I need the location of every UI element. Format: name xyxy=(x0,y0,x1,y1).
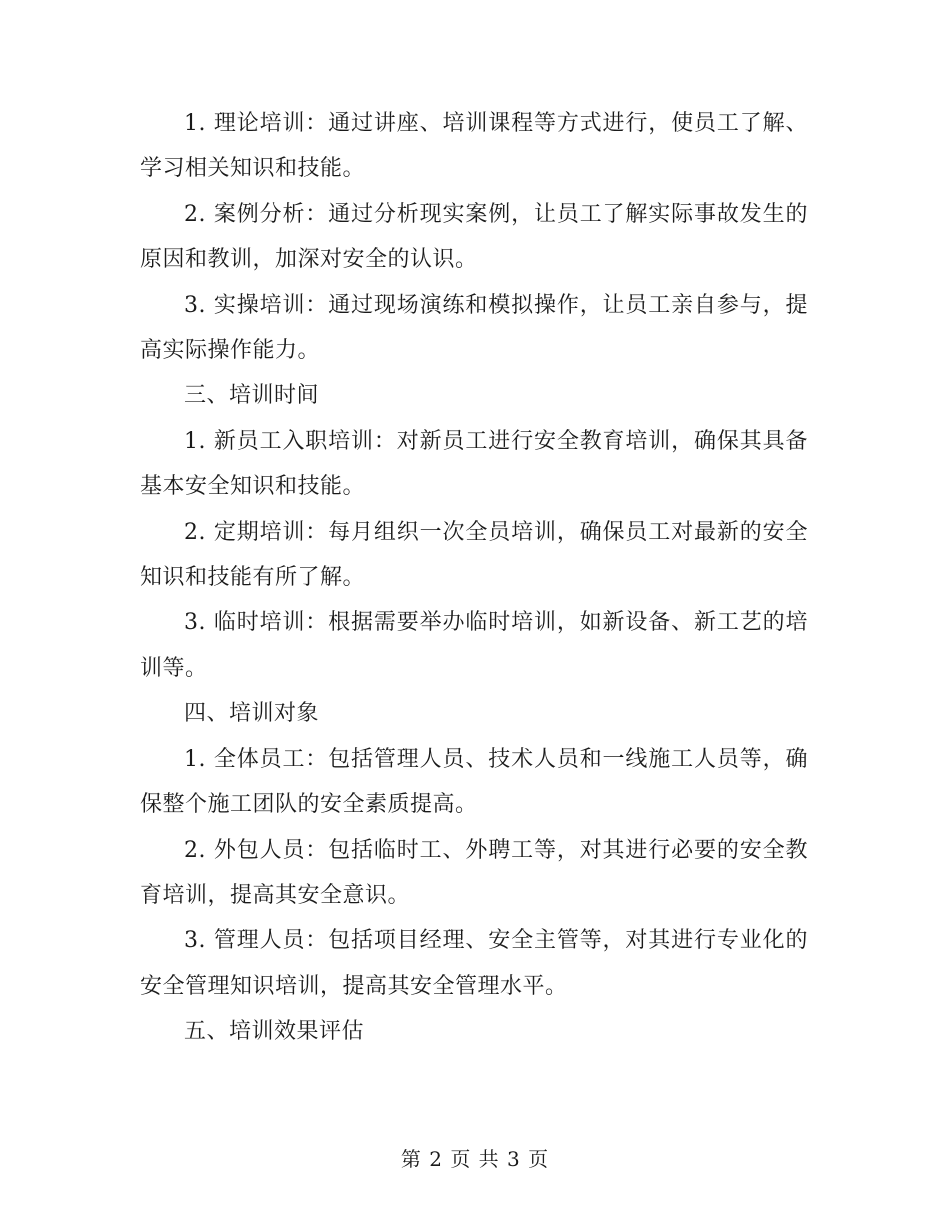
section-heading-training-time: 三、培训时间 xyxy=(184,383,320,409)
paragraph-new-employee-training: 1. 新员工入职培训：对新员工进行安全教育培训，确保其具备基本安全知识和技能。 xyxy=(140,428,808,500)
document-body xyxy=(140,101,808,1055)
paragraph-practical-training: 3. 实操培训：通过现场演练和模拟操作，让员工亲自参与，提高实际操作能力。 xyxy=(140,292,808,364)
page-number-footer: 第 2 页 共 3 页 xyxy=(400,1147,550,1171)
paragraph-case-analysis: 2. 案例分析：通过分析现实案例，让员工了解实际事故发生的原因和教训，加深对安全的认识。 xyxy=(140,201,808,273)
section-heading-training-targets: 四、培训对象 xyxy=(184,701,320,727)
paragraph-regular-training: 2. 定期培训：每月组织一次全员培训，确保员工对最新的安全知识和技能有所了解。 xyxy=(140,519,808,591)
paragraph-outsourced-staff: 2. 外包人员：包括临时工、外聘工等，对其进行必要的安全教育培训，提高其安全意识。 xyxy=(140,837,808,908)
section-heading-training-evaluation: 五、培训效果评估 xyxy=(184,1019,365,1045)
paragraph-theory-training: 1. 理论培训：通过讲座、培训课程等方式进行，使员工了解、学习相关知识和技能。 xyxy=(140,111,808,182)
paragraph-management-staff: 3. 管理人员：包括项目经理、安全主管等，对其进行专业化的安全管理知识培训，提高其安全管理水平。 xyxy=(140,928,808,999)
paragraph-all-employees: 1. 全体员工：包括管理人员、技术人员和一线施工人员等，确保整个施工团队的安全素质提高。 xyxy=(140,746,808,818)
paragraph-temporary-training: 3. 临时培训：根据需要举办临时培训，如新设备、新工艺的培训等。 xyxy=(140,610,808,681)
